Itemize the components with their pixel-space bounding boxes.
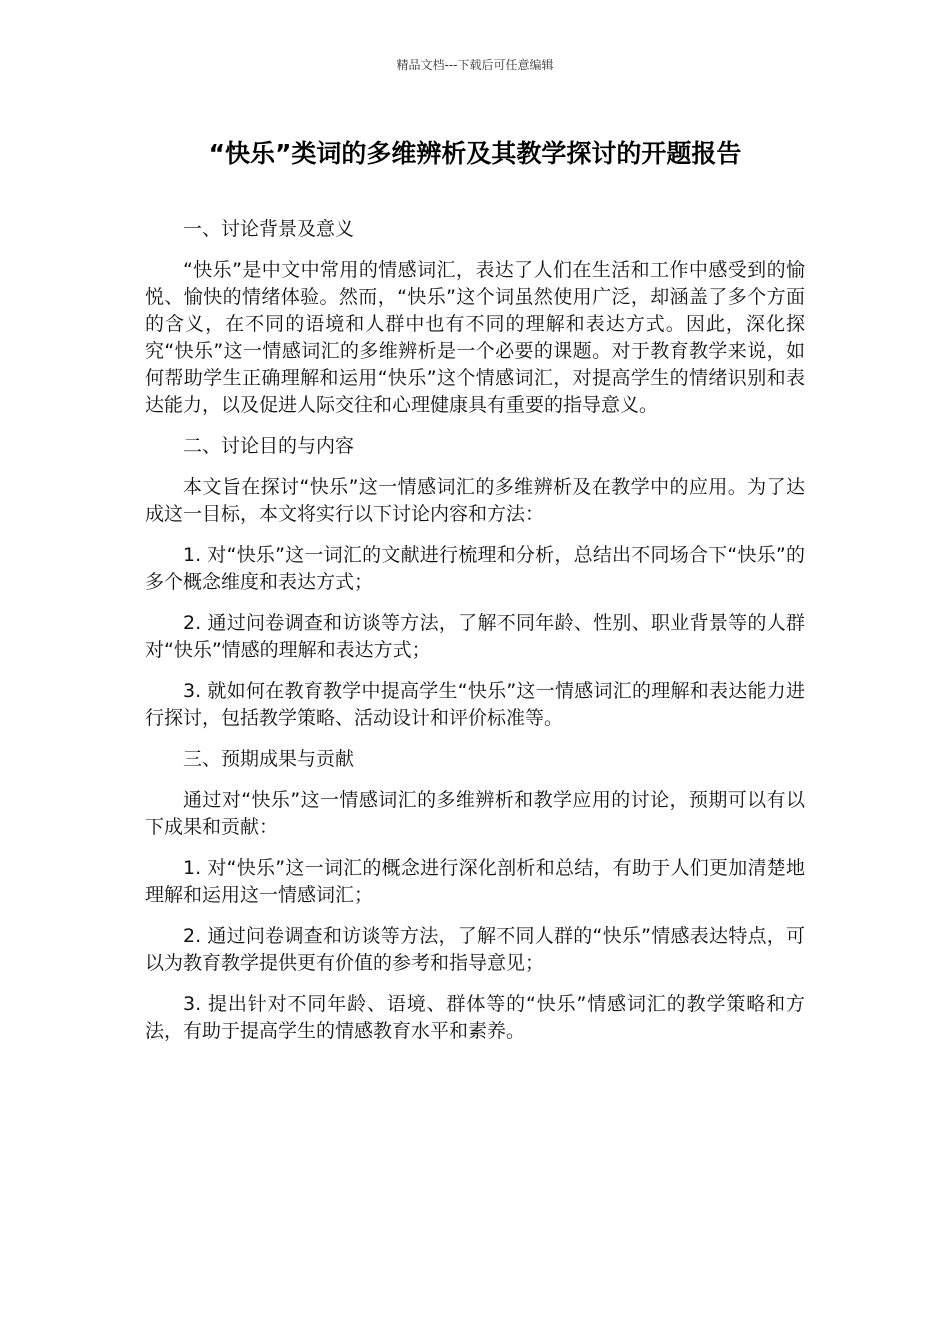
list-item: 3. 提出针对不同年龄、语境、群体等的“快乐”情感词汇的教学策略和方法，有助于提高学生的情感教育水平和素养。 [145,993,805,1042]
section-heading-outcomes: 三、预期成果与贡献 [183,748,355,770]
document-title: “快乐”类词的多维辨析及其教学探讨的开题报告 [208,139,742,168]
list-item: 1. 对“快乐”这一词汇的概念进行深化剖析和总结，有助于人们更加清楚地理解和运用这一情感词汇； [145,857,805,906]
list-item: 1. 对“快乐”这一词汇的文献进行梳理和分析，总结出不同场合下“快乐”的多个概念维度和表达方式； [145,544,805,593]
list-item: 3. 就如何在教育教学中提高学生“快乐”这一情感词汇的理解和表达能力进行探讨，包括教学策略、活动设计和评价标准等。 [145,680,805,729]
paragraph: 通过对“快乐”这一情感词汇的多维辨析和教学应用的讨论，预期可以有以下成果和贡献： [145,789,805,838]
list-item: 2. 通过问卷调查和访谈等方法，了解不同年龄、性别、职业背景等的人群对“快乐”情感的理解和表达方式； [145,612,805,661]
section-heading-purpose: 二、讨论目的与内容 [183,435,355,457]
page-header: 精品文档---下载后可任意编辑 [396,58,554,72]
paragraph: 本文旨在探讨“快乐”这一情感词汇的多维辨析及在教学中的应用。为了达成这一目标，本文将实行以下讨论内容和方法： [145,476,805,525]
document-body [145,216,805,1059]
list-item: 2. 通过问卷调查和访谈等方法，了解不同人群的“快乐”情感表达特点，可以为教育教学提供更有价值的参考和指导意见； [145,925,805,974]
paragraph: “快乐”是中文中常用的情感词汇，表达了人们在生活和工作中感受到的愉悦、愉快的情绪体验。然而，“快乐”这个词虽然使用广泛，却涵盖了多个方面的含义，在不同的语境和人群中也有不同的理解和表达方式。因此，深化探究“快乐”这一情感词汇的多维辨析是一个必要的课题。对于教育教学来说，如何帮助学生正确理解和运用“快乐”这个情感词汇，对提高学生的情绪识别和表达能力，以及促进人际交往和心理健康具有重要的指导意义。 [145,259,805,416]
section-heading-background: 一、讨论背景及意义 [183,218,355,240]
